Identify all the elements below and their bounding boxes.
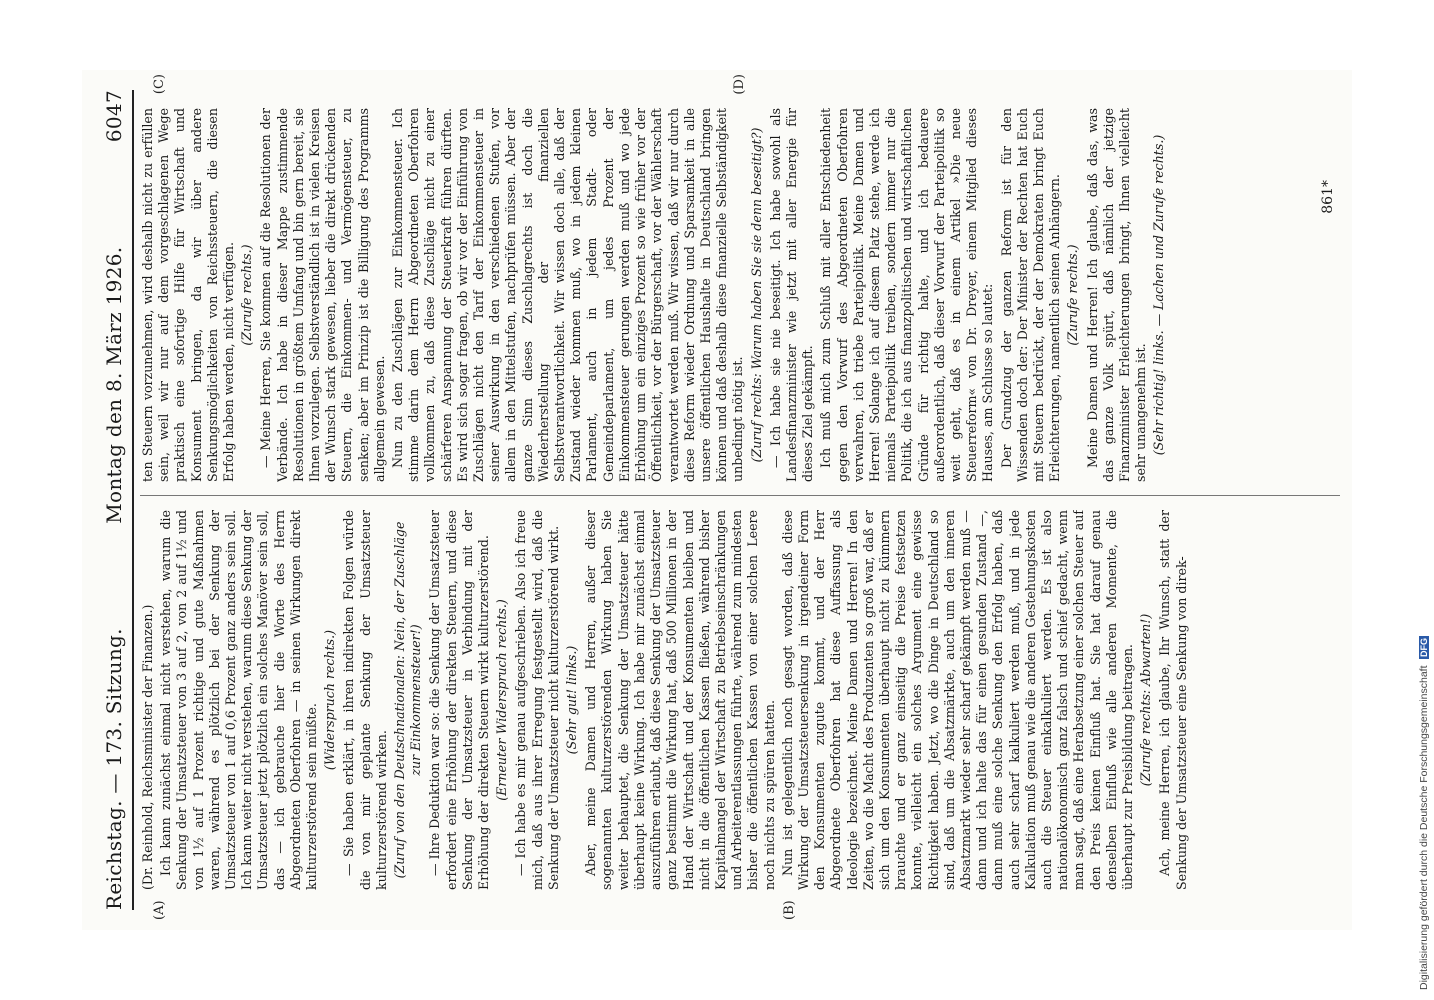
left-para-8: (Sehr gut! links.) bbox=[564, 645, 580, 755]
left-para-10: Nun ist gelegentlich noch gesagt worden, daß diese Wirkung der Umsatzsteuersenkung in irgendeiner Form den Konsumenten zugute kommt, und der Herr Abgeordnete Oberfohren hat diese Auffassung als Ideologie bezeichnet. Meine Damen und Herren! In den Zeiten, wo die Macht des Produzenten so groß war, daß er sich um den Konsumenten überhaupt nicht zu kümmern brauchte und er ganz einseitig die Preise festsetzen konnte, vielleicht ein solches Argument eine gewisse Richtigkeit haben. Jetzt, wo die Dinge in Deutschland so sind, daß um die Absatzmärkte, auch um den inneren Absatzmarkt wieder sehr scharf gekämpft werden muß — dann und ich halte das für einen gesunden Zustand —, dann muß eine solche Senkung den Erfolg haben, daß auch sehr scharf kalkuliert werden muß, und in jede Kalkulation muß genau wie die anderen Gestehungskosten auch die Steuer einkalkuliert werden. Es ist also nationalökonomisch ganz falsch und schief gedacht, wenn man sagt, daß eine Herabsetzung einer solchen Steuer auf den Preis keinen Einfluß hat. Sie hat darauf genau denselben Einfluß wie alle anderen Momente, die überhaupt zur Preisbildung beitragen. bbox=[779, 510, 1135, 890]
right-para-1: (Zurufe rechts.) bbox=[239, 244, 255, 346]
rotated-document-page bbox=[82, 70, 1352, 930]
left-para-1: Ich kann zunächst einmal nicht verstehen, warum die Senkung der Umsatzsteuer von 3 auf 2, von 2 auf 1½ und von 1½ auf 1 Prozent richtige und gute Maßnahmen waren, während es plötzlich bei der Senkung der Umsatzsteuer von 1 auf 0,6 Prozent ganz anders sein soll. Ich kann weiter nicht verstehen, warum diese Senkung der Umsatzsteuer jetzt plötzlich ein solches Manöver sein soll, das — ich gebrauche hier die Worte des Herrn Abgeordneten Oberfohren — in seinen Wirkungen direkt kulturzerstörend sein müßte. bbox=[158, 510, 320, 890]
left-para-2: (Widerspruch rechts.) bbox=[322, 629, 338, 771]
left-para-12: Ach, meine Herren, ich glaube, Ihr Wunsch, statt der Senkung der Umsatzsteuer eine Senkung von direk- bbox=[1157, 510, 1189, 890]
right-para-9: Meine Damen und Herren! Ich glaube, daß das, was das ganze Volk spürt, daß nämlich der jetzige Finanzminister Erleichterungen bringt, Ihnen vielleicht sehr unangenehm ist. bbox=[1084, 108, 1149, 482]
right-para-2: — Meine Herren, Sie kommen auf die Resolutionen der Verbände. Ich habe in dieser Mappe zustimmende Resolutionen in größtem Umfang und bin gern bereit, sie Ihnen vorzulegen. Selbstverständlich ist in vielen Kreisen der Wunsch stark gewesen, lieber die direkt drückenden Steuern, die Einkommen- und Vermögensteuer, zu senken; aber im Prinzip ist die Billigung des Programms allgemein gewesen. bbox=[258, 108, 387, 482]
digitization-credit bbox=[1416, 10, 1432, 990]
page-header bbox=[100, 90, 128, 910]
left-para-6: (Erneuter Widerspruch rechts.) bbox=[494, 599, 510, 801]
header-rule bbox=[132, 90, 134, 910]
right-text-column bbox=[140, 108, 1340, 482]
credit-text: Digitalisierung gefördert durch die Deutsche Forschungsgemeinschaft bbox=[1418, 665, 1430, 990]
left-para-4: (Zuruf von den Deutschnationalen: Nein, der Zuschläge zur Einkommensteuer!) bbox=[392, 521, 424, 879]
right-para-3: Nun zu den Zuschlägen zur Einkommensteuer. Ich stimme darin dem Herrn Abgeordneten Oberfohren vollkommen zu, daß diese Zuschläge nicht zu einer schärferen Anspannung der Steuerkraft führen dürften. Es wird sich sogar fragen, ob wir vor der Einführung von Zuschlägen nicht den Tarif der Einkommensteuer in seiner Auswirkung in den verschiedenen Stufen, vor allem in den Mittelstufen, nachprüfen müssen. Aber der ganze Sinn dieses Zuschlagrechts ist doch die Wiederherstellung der finanziellen Selbstverantwortlichkeit. Wir wissen doch alle, daß der Zustand wieder kommen muß, wo in jedem kleinen Parlament, auch in jedem Stadt- oder Gemeindeparlament, um jedes Prozent der Einkommensteuer gerungen werden muß und wo jede Erhöhung um ein einziges Prozent so wie früher vor der Öffentlichkeit, vor der Bürgerschaft, vor der Wählerschaft verantwortet werden muß. Wir wissen, daß wir nur durch diese Reform wieder Ordnung und Sparsamkeit in alle unsere öffentlichen Haushalte in Deutschland bringen können und daß deshalb diese finanzielle Selbständigkeit unbedingt nötig ist. bbox=[390, 108, 746, 482]
margin-marker-d: (D) bbox=[732, 74, 747, 95]
signature-mark: 861* bbox=[1320, 180, 1336, 214]
right-para-10: (Sehr richtig! links. — Lachen und Zurufe rechts.) bbox=[1151, 134, 1167, 456]
header-left: Reichstag. — 173. Sitzung. bbox=[102, 628, 126, 910]
left-para-3: — Sie haben erklärt, in ihren indirekten Folgen würde die von mir geplante Senkung der Umsatzsteuer kulturzerstörend wirken. bbox=[341, 510, 389, 890]
margin-marker-b: (B) bbox=[782, 900, 797, 920]
left-text-column bbox=[140, 510, 1340, 890]
left-para-11: (Zurufe rechts: Abwarten!) bbox=[1138, 613, 1154, 787]
left-para-9: Aber, meine Damen und Herren, außer dieser sogenannten kulturzerstörenden Wirkung haben Sie weiter behauptet, die Senkung der Umsatzsteuer hätte überhaupt keine Wirkung. Ich habe mir zunächst einmal auszuführen erlaubt, daß diese Senkung der Umsatzsteuer ganz bestimmt die Wirkung hat, daß 500 Millionen in der Hand der Wirtschaft und der Konsumenten bleiben und nicht in die öffentlichen Kassen fließen, während bisher Kapitalmangel der Wirtschaft zu Betriebseinschränkungen und Arbeiterentlassungen führte, während zum mindesten bisher die öffentlichen Kassen von einer solchen Leere noch nichts zu spüren hatten. bbox=[583, 510, 777, 890]
right-para-4: (Zuruf rechts: Warum haben Sie sie denn beseitigt?) bbox=[748, 127, 764, 463]
column-divider bbox=[140, 495, 1340, 496]
right-para-8: (Zurufe rechts.) bbox=[1065, 244, 1081, 346]
left-para-7: — Ich habe es mir genau aufgeschrieben. Also ich freue mich, daß aus ihrer Erregung festgestellt wird, daß die Senkung der Umsatzsteuer nicht kulturzerstörend wirkt. bbox=[513, 510, 561, 890]
right-para-0: ten Steuern vorzunehmen, wird deshalb nicht zu erfüllen sein, weil wir nur auf dem vorgeschlagenen Wege praktisch eine sofortige Hilfe für Wirtschaft und Konsument bringen, da wir über andere Senkungsmöglichkeiten von Reichssteuern, die diesen Erfolg haben werden, nicht verfügen. bbox=[140, 108, 237, 482]
dfg-logo: DFG bbox=[1419, 638, 1429, 658]
right-para-5: — Ich habe sie nie beseitigt. Ich habe sowohl als Landesfinanzminister wie jetzt mit aller Energie für dieses Ziel gekämpft. bbox=[767, 108, 816, 482]
right-para-6: Ich muß mich zum Schluß mit aller Entschiedenheit gegen den Vorwurf des Abgeordneten Oberfohren verwahren, ich triebe Parteipolitik. Meine Damen und Herren! Solange ich auf diesem Platz stehe, werde ich niemals Parteipolitik treiben, sondern immer nur die Politik, die ich aus finanzpolitischen und wirtschaftlichen Gründe für richtig halte, und ich bedauere außerordentlich, daß dieser Vorwurf der Parteipolitik so weit geht, daß es in einem Artikel »Die neue Steuerreform« von Dr. Dreyer, einem Mitglied dieses Hauses, am Schlusse so lautet: bbox=[818, 108, 996, 482]
margin-marker-c: (C) bbox=[152, 74, 167, 95]
left-para-5: — Ihre Deduktion war so: die Senkung der Umsatzsteuer erfordert eine Erhöhung der direkten Steuern, und diese Senkung der Umsatzsteuer in Verbindung mit der Erhöhung der direkten Steuern wirkt kulturzerstörend. bbox=[427, 510, 492, 890]
page-number: 6047 bbox=[102, 90, 126, 143]
header-date: Montag den 8. März 1926. bbox=[102, 246, 126, 524]
margin-marker-a: (A) bbox=[152, 900, 167, 920]
right-para-7: Der Grundzug der ganzen Reform ist für den Wissenden doch der: Der Minister der Rechten hat Euch mit Steuern bedrückt, der der Demokraten bringt Euch Erleichterungen, namentlich seinen Anhängern. bbox=[998, 108, 1063, 482]
left-para-0: (Dr. Reinhold, Reichsminister der Finanzen.) bbox=[140, 604, 155, 890]
